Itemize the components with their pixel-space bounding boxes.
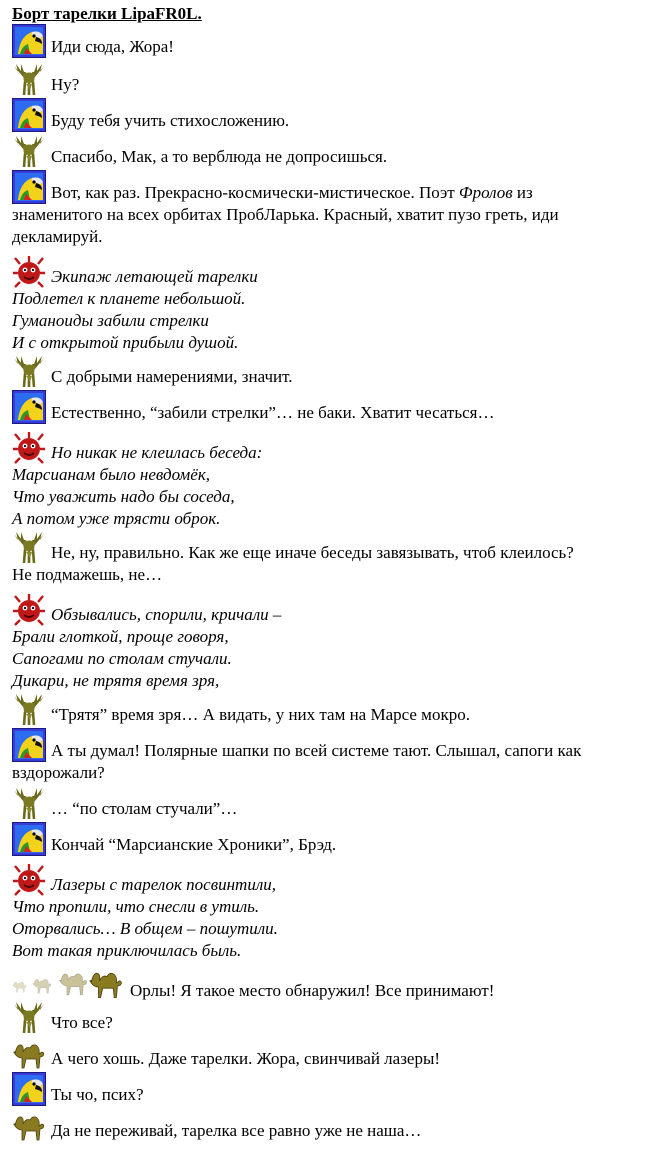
moose-icon [12, 1000, 46, 1034]
dialogue-entry [12, 1108, 654, 1142]
entry-text: Орлы! Я такое место обнаружил! Все принимают! [130, 981, 495, 1000]
entry-text: знаменитого на всех орбитах ПробЛарька. Красный, хватит пузо греть, иди [12, 205, 559, 224]
poem-line: Сапогами по столам стучали. [12, 649, 232, 668]
dialogue-entry [12, 692, 654, 726]
poem-line: Оторвались… В общем – пошутили. [12, 919, 278, 938]
poem-line: Что пропили, что снесли в утиль. [12, 897, 260, 916]
dialogue-entry [12, 170, 654, 248]
poem-line: Но никак не клеилась беседа: [51, 443, 263, 462]
entry-text: вздорожали? [12, 763, 105, 782]
moose-icon [12, 786, 46, 820]
parrot-icon [12, 390, 46, 424]
dialogue-entry [12, 430, 654, 530]
entry-text: Не подмажешь, не… [12, 565, 163, 584]
dialogue-entry [12, 822, 654, 856]
dialogue-entry [12, 530, 654, 586]
entry-text: Иди сюда, Жора! [51, 37, 174, 56]
page-title: Борт тарелки LipaFR0L. [12, 4, 202, 23]
entry-text: А ты думал! Полярные шапки по всей системе тают. Слышал, сапоги как [51, 741, 582, 760]
poem-line: Марсианам было невдомёк, [12, 465, 211, 484]
entry-text: Буду тебя учить стихосложению. [51, 111, 290, 130]
entry-text: Естественно, “забили стрелки”… не баки. Хватит чесаться… [51, 403, 495, 422]
red-bug-icon [12, 862, 46, 896]
entry-text: А чего хошь. Даже тарелки. Жора, свинчивай лазеры! [51, 1049, 441, 1068]
entry-text: Спасибо, Мак, а то верблюда не допросишься. [51, 147, 388, 166]
camel-icon [12, 1036, 46, 1070]
moose-icon [12, 530, 46, 564]
entry-text: Да не переживай, тарелка все равно уже не наша… [51, 1121, 422, 1140]
parrot-icon [12, 170, 46, 204]
parrot-icon [12, 98, 46, 132]
entry-text: “Трятя” время зря… А видать, у них там на Марсе мокро. [51, 705, 470, 724]
poem-line: Что уважить надо бы соседа, [12, 487, 235, 506]
entry-text: Ну? [51, 75, 80, 94]
dialogue-entry [12, 254, 654, 354]
dialogue-entry [12, 390, 654, 424]
dialogue-entry [12, 98, 654, 132]
entry-text: С добрыми намерениями, значит. [51, 367, 293, 386]
poem-line: А потом уже трясти оброк. [12, 509, 221, 528]
entry-text: декламируй. [12, 227, 103, 246]
poem-line: Подлетел к планете небольшой. [12, 289, 246, 308]
entry-text: … “по столам стучали”… [51, 799, 238, 818]
dialogue-entry [12, 1036, 654, 1070]
dialogue-entry [12, 134, 654, 168]
red-bug-icon [12, 592, 46, 626]
poem-line: Экипаж летающей тарелки [51, 267, 258, 286]
poem-line: Лазеры с тарелок посвинтили, [51, 875, 276, 894]
entry-text: Что все? [51, 1013, 113, 1032]
parrot-icon [12, 822, 46, 856]
parrot-icon [12, 1072, 46, 1106]
dialogue-entry [12, 24, 654, 58]
dialogue-entry [12, 786, 654, 820]
entry-text: Ты чо, псих? [51, 1085, 144, 1104]
dialogue-entry [12, 862, 654, 962]
parrot-icon [12, 24, 46, 58]
moose-icon [12, 134, 46, 168]
dialogue-entry [12, 962, 654, 1002]
poem-line: Обзывались, спорили, кричали – [51, 605, 282, 624]
moose-icon [12, 354, 46, 388]
dialogue-entry [12, 728, 654, 784]
dialogue-entry [12, 592, 654, 692]
poem-line: Дикари, не трятя время зря, [12, 671, 220, 690]
dialogue-entry [12, 1072, 654, 1106]
moose-icon [12, 62, 46, 96]
camel-icon [12, 1108, 46, 1142]
poem-line: И с открытой прибыли душой. [12, 333, 239, 352]
entry-text: Не, ну, правильно. Как же еще иначе беседы завязывать, чтоб клеилось? [51, 543, 574, 562]
camels-icon [12, 962, 124, 1002]
poet-name: Фролов [458, 183, 513, 202]
dialogue-entry [12, 354, 654, 388]
poem-line: Вот такая приключилась быль. [12, 941, 242, 960]
entry-text: Вот, как раз. Прекрасно-космически-мистическое. Поэт [51, 183, 455, 202]
entry-text: Кончай “Марсианские Хроники”, Брэд. [51, 835, 337, 854]
parrot-icon [12, 728, 46, 762]
poem-line: Гуманоиды забили стрелки [12, 311, 209, 330]
red-bug-icon [12, 254, 46, 288]
dialogue-entry [12, 62, 654, 96]
dialogue-entry [12, 1000, 654, 1034]
entry-text: из [516, 183, 533, 202]
moose-icon [12, 692, 46, 726]
poem-line: Брали глоткой, проще говоря, [12, 627, 229, 646]
red-bug-icon [12, 430, 46, 464]
